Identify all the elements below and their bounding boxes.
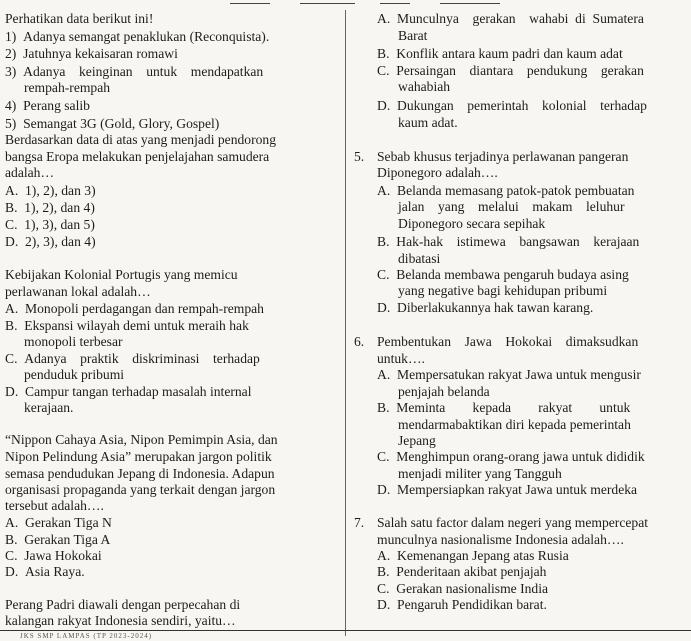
q5-option-a-cont-1: jalan yang melalui makam leluhur xyxy=(398,199,625,214)
q5-option-d[interactable]: D. Diberlakukannya hak tawan karang. xyxy=(377,300,594,315)
q7-stem-2: munculnya nasionalisme Indonesia adalah…. xyxy=(377,532,624,547)
q6-stem-2: untuk…. xyxy=(377,351,425,366)
q7-number: 7. xyxy=(354,515,365,530)
q6-option-a[interactable]: A. Mempersatukan rakyat Jawa untuk mengusir xyxy=(377,367,641,382)
q1-option-b[interactable]: B. 1), 2), dan 4) xyxy=(5,200,95,215)
q6-option-c[interactable]: C. Menghimpun orang-orang jawa untuk dididik xyxy=(377,449,645,464)
q5-option-a-cont-2: Diponegoro secara sepihak xyxy=(398,216,546,231)
q7-option-d[interactable]: D. Pengaruh Pendidikan barat. xyxy=(377,597,547,612)
q3-stem-1: “Nippon Cahaya Asia, Nipon Pemimpin Asia, dan xyxy=(5,432,278,447)
column-divider xyxy=(345,10,346,636)
q3-option-b[interactable]: B. Gerakan Tiga A xyxy=(5,532,111,547)
q6-option-d[interactable]: D. Mempersiapkan rakyat Jawa untuk merdeka xyxy=(377,482,638,497)
q4-option-a-cont: Barat xyxy=(398,28,428,43)
q1-item-5: 5) Semangat 3G (Gold, Glory, Gospel) xyxy=(5,116,220,131)
q6-stem-1: Pembentukan Jawa Hokokai dimaksudkan xyxy=(377,334,639,349)
q5-stem-2: Diponegoro adalah…. xyxy=(377,165,498,180)
q2-option-b[interactable]: B. Ekspansi wilayah demi untuk meraih hak xyxy=(5,318,249,333)
q6-option-b-cont-2: Jepang xyxy=(398,433,436,448)
q1-item-3: 3) Adanya keinginan untuk mendapatkan xyxy=(5,64,264,79)
q4-option-b[interactable]: B. Konflik antara kaum padri dan kaum adat xyxy=(377,46,623,61)
q3-option-d[interactable]: D. Asia Raya. xyxy=(5,564,85,579)
q6-option-b[interactable]: B. Meminta kepada rakyat untuk xyxy=(377,400,631,415)
q5-option-c[interactable]: C. Belanda membawa pengaruh budaya asing xyxy=(377,267,629,282)
q4-stem-2: kalangan rakyat Indonesia sendiri, yaitu… xyxy=(5,613,236,628)
q2-stem-1: Kebijakan Kolonial Portugis yang memicu xyxy=(5,267,238,282)
q5-option-c-cont: yang negative bagi kehidupan pribumi xyxy=(398,283,608,298)
q4-option-d[interactable]: D. Dukungan pemerintah kolonial terhadap xyxy=(377,98,647,113)
q7-option-b[interactable]: B. Penderitaan akibat penjajah xyxy=(377,564,547,579)
footer-text: JKS SMP LAMPAS (TP 2023-2024) xyxy=(20,632,153,640)
q1-item-3-cont: rempah-rempah xyxy=(24,80,111,95)
q3-stem-3: semasa pendudukan Jepang di Indonesia. Adapun xyxy=(5,466,275,481)
q5-number: 5. xyxy=(354,149,365,164)
q3-stem-2: Nipon Pelindung Asia” merupakan jargon politik xyxy=(5,449,272,464)
q1-item-2: 2) Jatuhnya kekaisaran romawi xyxy=(5,46,178,61)
q1-stem: Perhatikan data berikut ini! xyxy=(5,11,154,26)
q1-question-3: adalah… xyxy=(5,165,55,180)
q2-option-b-cont: monopoli terbesar xyxy=(24,334,123,349)
q1-option-d[interactable]: D. 2), 3), dan 4) xyxy=(5,234,96,249)
bottom-rule xyxy=(0,630,691,631)
q2-option-d[interactable]: D. Campur tangan terhadap masalah internal xyxy=(5,384,252,399)
q4-option-a[interactable]: A. Munculnya gerakan wahabi di Sumatera xyxy=(377,11,644,26)
q6-number: 6. xyxy=(354,334,365,349)
q5-option-a[interactable]: A. Belanda memasang patok-patok pembuatan xyxy=(377,183,635,198)
q4-option-d-cont: kaum adat. xyxy=(398,115,458,130)
q4-option-c[interactable]: C. Persaingan diantara pendukung gerakan xyxy=(377,63,644,78)
q2-option-c[interactable]: C. Adanya praktik diskriminasi terhadap xyxy=(5,351,260,366)
top-rule xyxy=(0,0,691,8)
q1-option-c[interactable]: C. 1), 3), dan 5) xyxy=(5,217,95,232)
q1-option-a[interactable]: A. 1), 2), dan 3) xyxy=(5,183,96,198)
q5-stem-1: Sebab khusus terjadinya perlawanan pangeran xyxy=(377,149,629,164)
q4-option-c-cont: wahabiah xyxy=(398,79,451,94)
q2-option-c-cont: penduduk pribumi xyxy=(24,367,125,382)
q5-option-b-cont: dibatasi xyxy=(398,251,441,266)
q1-question-2: bangsa Eropa melakukan penjelajahan samudera xyxy=(5,149,270,164)
q6-option-a-cont: penjajah belanda xyxy=(398,384,490,399)
q3-option-a[interactable]: A. Gerakan Tiga N xyxy=(5,515,112,530)
q1-question-1: Berdasarkan data di atas yang menjadi pendorong xyxy=(5,132,277,147)
q3-stem-4: organisasi propaganda yang terkait dengan jargon xyxy=(5,482,276,497)
q2-option-d-cont: kerajaan. xyxy=(24,400,74,415)
q2-stem-2: perlawanan lokal adalah… xyxy=(5,284,151,299)
q5-option-b[interactable]: B. Hak-hak istimewa bangsawan kerajaan xyxy=(377,234,640,249)
q2-option-a[interactable]: A. Monopoli perdagangan dan rempah-rempah xyxy=(5,301,264,316)
q3-option-c[interactable]: C. Jawa Hokokai xyxy=(5,548,102,563)
q3-stem-5: tersebut adalah…. xyxy=(5,498,104,513)
q1-item-4: 4) Perang salib xyxy=(5,98,90,113)
q6-option-c-cont: menjadi militer yang Tangguh xyxy=(398,466,562,481)
q7-option-a[interactable]: A. Kemenangan Jepang atas Rusia xyxy=(377,548,569,563)
q6-option-b-cont-1: mendarmabaktikan diri kepada pemerintah xyxy=(398,417,631,432)
q4-stem-1: Perang Padri diawali dengan perpecahan di xyxy=(5,597,241,612)
q7-option-c[interactable]: C. Gerakan nasionalisme India xyxy=(377,581,549,596)
q1-item-1: 1) Adanya semangat penaklukan (Reconquista). xyxy=(5,29,270,44)
q7-stem-1: Salah satu factor dalam negeri yang mempercepat xyxy=(377,515,648,530)
